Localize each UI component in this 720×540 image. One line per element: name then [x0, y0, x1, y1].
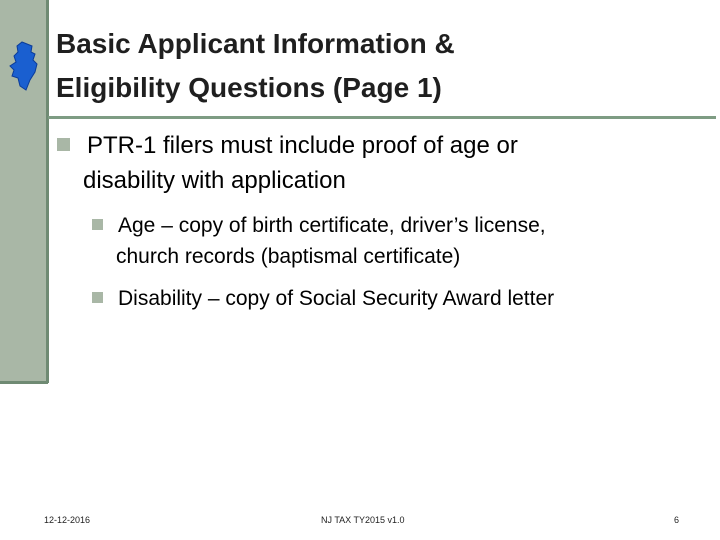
bullet-item	[57, 128, 657, 198]
sub-bullet-text-line-1: Age – copy of birth certificate, driver’s license,	[118, 214, 546, 237]
square-bullet-icon	[57, 138, 70, 151]
slide-title-line-1: Basic Applicant Information &	[56, 28, 455, 59]
nj-state-outline-icon	[8, 40, 40, 92]
sub-bullet-item	[92, 283, 692, 314]
square-bullet-icon	[92, 219, 103, 230]
slide-title	[56, 22, 676, 110]
sub-bullet-text	[92, 283, 692, 314]
sub-bullet-text	[92, 210, 692, 272]
left-accent-bar-edge	[46, 0, 49, 383]
slide-title-line-2: Eligibility Questions (Page 1)	[56, 72, 442, 103]
bullet-text-line-1: PTR-1 filers must include proof of age or	[87, 132, 518, 159]
footer-date: 12-12-2016	[44, 515, 91, 525]
square-bullet-icon	[92, 292, 103, 303]
bullet-text-line-2: disability with application	[83, 167, 346, 194]
bullet-text	[57, 128, 657, 198]
slide-number: 6	[674, 515, 680, 525]
footer-center-text: NJ TAX TY2015 v1.0	[321, 515, 405, 525]
accent-bar-bottom-line	[0, 381, 48, 384]
sub-bullet-item	[92, 210, 692, 272]
title-divider	[48, 116, 716, 119]
sub-bullet-text-line-1: Disability – copy of Social Security Award letter	[118, 287, 555, 310]
sub-bullet-text-line-2: church records (baptismal certificate)	[116, 245, 461, 268]
